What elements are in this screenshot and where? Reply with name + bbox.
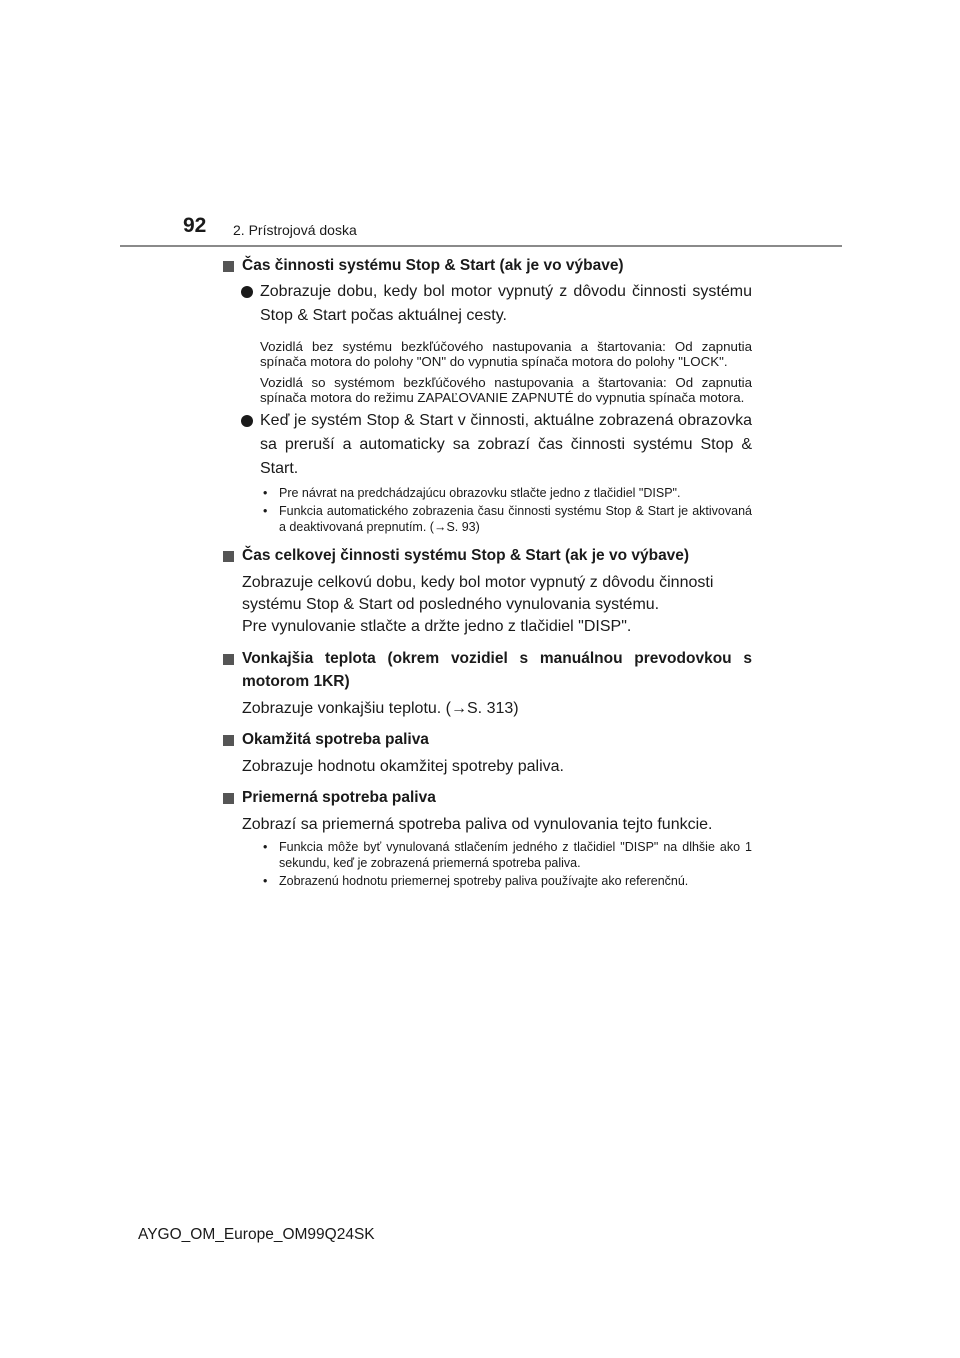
section-heading: Čas celkovej činnosti systému Stop & Start (ak je vo výbave) xyxy=(220,544,752,567)
section-heading: Vonkajšia teplota (okrem vozidiel s manuálnou prevodovkou s motorom 1KR) xyxy=(220,647,752,693)
sub-note: • Funkcia môže byť vynulovaná stlačením jedného z tlačidiel "DISP" na dlhšie ako 1 sekundu, keď je zobrazená priemerná spotreba paliva. xyxy=(263,840,752,870)
square-bullet-icon xyxy=(223,551,234,562)
section-heading: Priemerná spotreba paliva xyxy=(220,786,752,809)
section-heading: Okamžitá spotreba paliva xyxy=(220,728,752,751)
square-bullet-icon xyxy=(223,735,234,746)
body-text: Zobrazí sa priemerná spotreba paliva od vynulovania tejto funkcie. xyxy=(242,816,713,833)
body-text: Zobrazuje celkovú dobu, kedy bol motor vypnutý z dôvodu činnosti systému Stop & Start od posledného vynulovania systému. Pre vynulovanie stlačte a držte jedno z tlačidiel "DISP". xyxy=(242,574,714,635)
page-content xyxy=(220,254,752,889)
document-code: AYGO_OM_Europe_OM99Q24SK xyxy=(138,1226,375,1243)
bullet-item: Zobrazuje dobu, kedy bol motor vypnutý z dôvodu činnosti systému Stop & Start počas aktuálnej cesty. xyxy=(220,280,752,328)
sub-note: • Zobrazenú hodnotu priemernej spotreby paliva používajte ako referenčnú. xyxy=(263,874,689,888)
section-title: 2. Prístrojová doska xyxy=(233,222,357,238)
section-heading: Čas činnosti systému Stop & Start (ak je vo výbave) xyxy=(220,254,752,277)
bullet-item: Keď je systém Stop & Start v činnosti, aktuálne zobrazená obrazovka sa preruší a automaticky sa zobrazí čas činnosti systému Stop & Start. xyxy=(220,409,752,481)
note-paragraph: Vozidlá bez systému bezkľúčového nastupovania a štartovania: Od zapnutia spínača motora do polohy "ON" do vypnutia spínača motora do polohy "LOCK". xyxy=(260,339,752,369)
square-bullet-icon xyxy=(223,793,234,804)
round-bullet-icon xyxy=(241,415,253,427)
round-bullet-icon xyxy=(241,286,253,298)
sub-note: • Pre návrat na predchádzajúcu obrazovku stlačte jedno z tlačidiel "DISP". xyxy=(263,486,681,500)
page-number: 92 xyxy=(183,214,207,237)
square-bullet-icon xyxy=(223,261,234,272)
square-bullet-icon xyxy=(223,654,234,665)
sub-note: • Funkcia automatického zobrazenia času činnosti systému Stop & Start je aktivovaná a deaktivovaná prepnutím. (→S. 93) xyxy=(263,504,752,534)
body-text: Zobrazuje vonkajšiu teplotu. (→S. 313) xyxy=(242,700,519,717)
body-text: Zobrazuje hodnotu okamžitej spotreby paliva. xyxy=(242,758,564,775)
header-divider xyxy=(120,245,842,247)
note-paragraph: Vozidlá so systémom bezkľúčového nastupovania a štartovania: Od zapnutia spínača motora do režimu ZAPAĽOVANIE ZAPNUTÉ do vypnutia spínača motora. xyxy=(260,375,752,405)
